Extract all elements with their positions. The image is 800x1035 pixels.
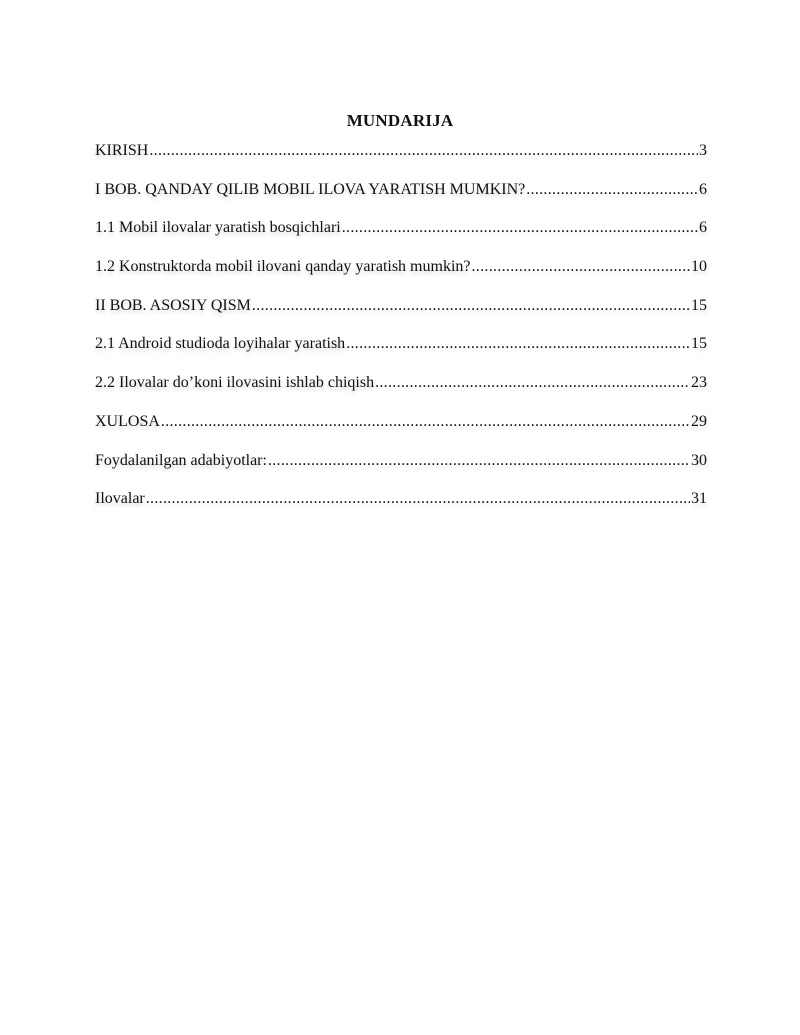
- toc-leader-dots: [146, 488, 690, 510]
- toc-entry-chapter-2[interactable]: [95, 295, 707, 334]
- toc-entry-label: XULOSA: [95, 412, 160, 430]
- toc-entry-section-1-1[interactable]: [95, 217, 707, 256]
- toc-leader-dots: [161, 411, 690, 433]
- toc-entry-page: 23: [691, 374, 707, 392]
- toc-entry-label: II BOB. ASOSIY QISM: [95, 296, 251, 314]
- toc-entry-label: I BOB. QANDAY QILIB MOBIL ILOVA YARATISH MUMKIN?: [95, 180, 526, 198]
- toc-entry-kirish[interactable]: [95, 140, 707, 179]
- toc-leader-dots: [252, 295, 690, 317]
- toc-leader-dots: [268, 450, 690, 472]
- toc-entry-label: Ilovalar: [95, 490, 145, 508]
- toc-entry-page: 31: [691, 490, 707, 508]
- toc-entry-label: 1.1 Mobil ilovalar yaratish bosqichlari: [95, 219, 341, 237]
- toc-entry-page: 15: [691, 335, 707, 353]
- toc-entry-page: 6: [699, 180, 707, 198]
- toc-entry-label: Foydalanilgan adabiyotlar:: [95, 451, 267, 469]
- toc-entry-page: 10: [691, 258, 707, 276]
- toc-leader-dots: [375, 372, 690, 394]
- toc-entry-label: 1.2 Konstruktorda mobil ilovani qanday yaratish mumkin?: [95, 258, 471, 276]
- toc-entry-label: 2.2 Ilovalar do’koni ilovasini ishlab chiqish: [95, 374, 375, 392]
- toc-entry-page: 3: [699, 142, 707, 159]
- toc-leader-dots: [149, 140, 698, 162]
- toc-entry-label: 2.1 Android studioda loyihalar yaratish: [95, 335, 346, 353]
- toc-leader-dots: [342, 217, 698, 239]
- toc-entry-xulosa[interactable]: [95, 411, 707, 450]
- toc-entry-page: 30: [691, 451, 707, 469]
- toc-leader-dots: [472, 256, 691, 278]
- toc-entry-page: 15: [691, 296, 707, 314]
- toc-entry-chapter-1[interactable]: [95, 179, 707, 218]
- toc-entry-appendices[interactable]: [95, 488, 707, 527]
- toc-entry-references[interactable]: [95, 450, 707, 489]
- toc-entry-section-2-2[interactable]: [95, 372, 707, 411]
- table-of-contents: [95, 140, 707, 527]
- page-title: MUNDARIJA: [346, 111, 454, 130]
- toc-leader-dots: [346, 333, 690, 355]
- toc-entry-section-2-1[interactable]: [95, 333, 707, 372]
- toc-entry-page: 29: [691, 412, 707, 430]
- toc-entry-section-1-2[interactable]: [95, 256, 707, 295]
- toc-leader-dots: [526, 179, 698, 201]
- toc-entry-page: 6: [699, 219, 707, 237]
- toc-entry-label: KIRISH: [95, 142, 149, 159]
